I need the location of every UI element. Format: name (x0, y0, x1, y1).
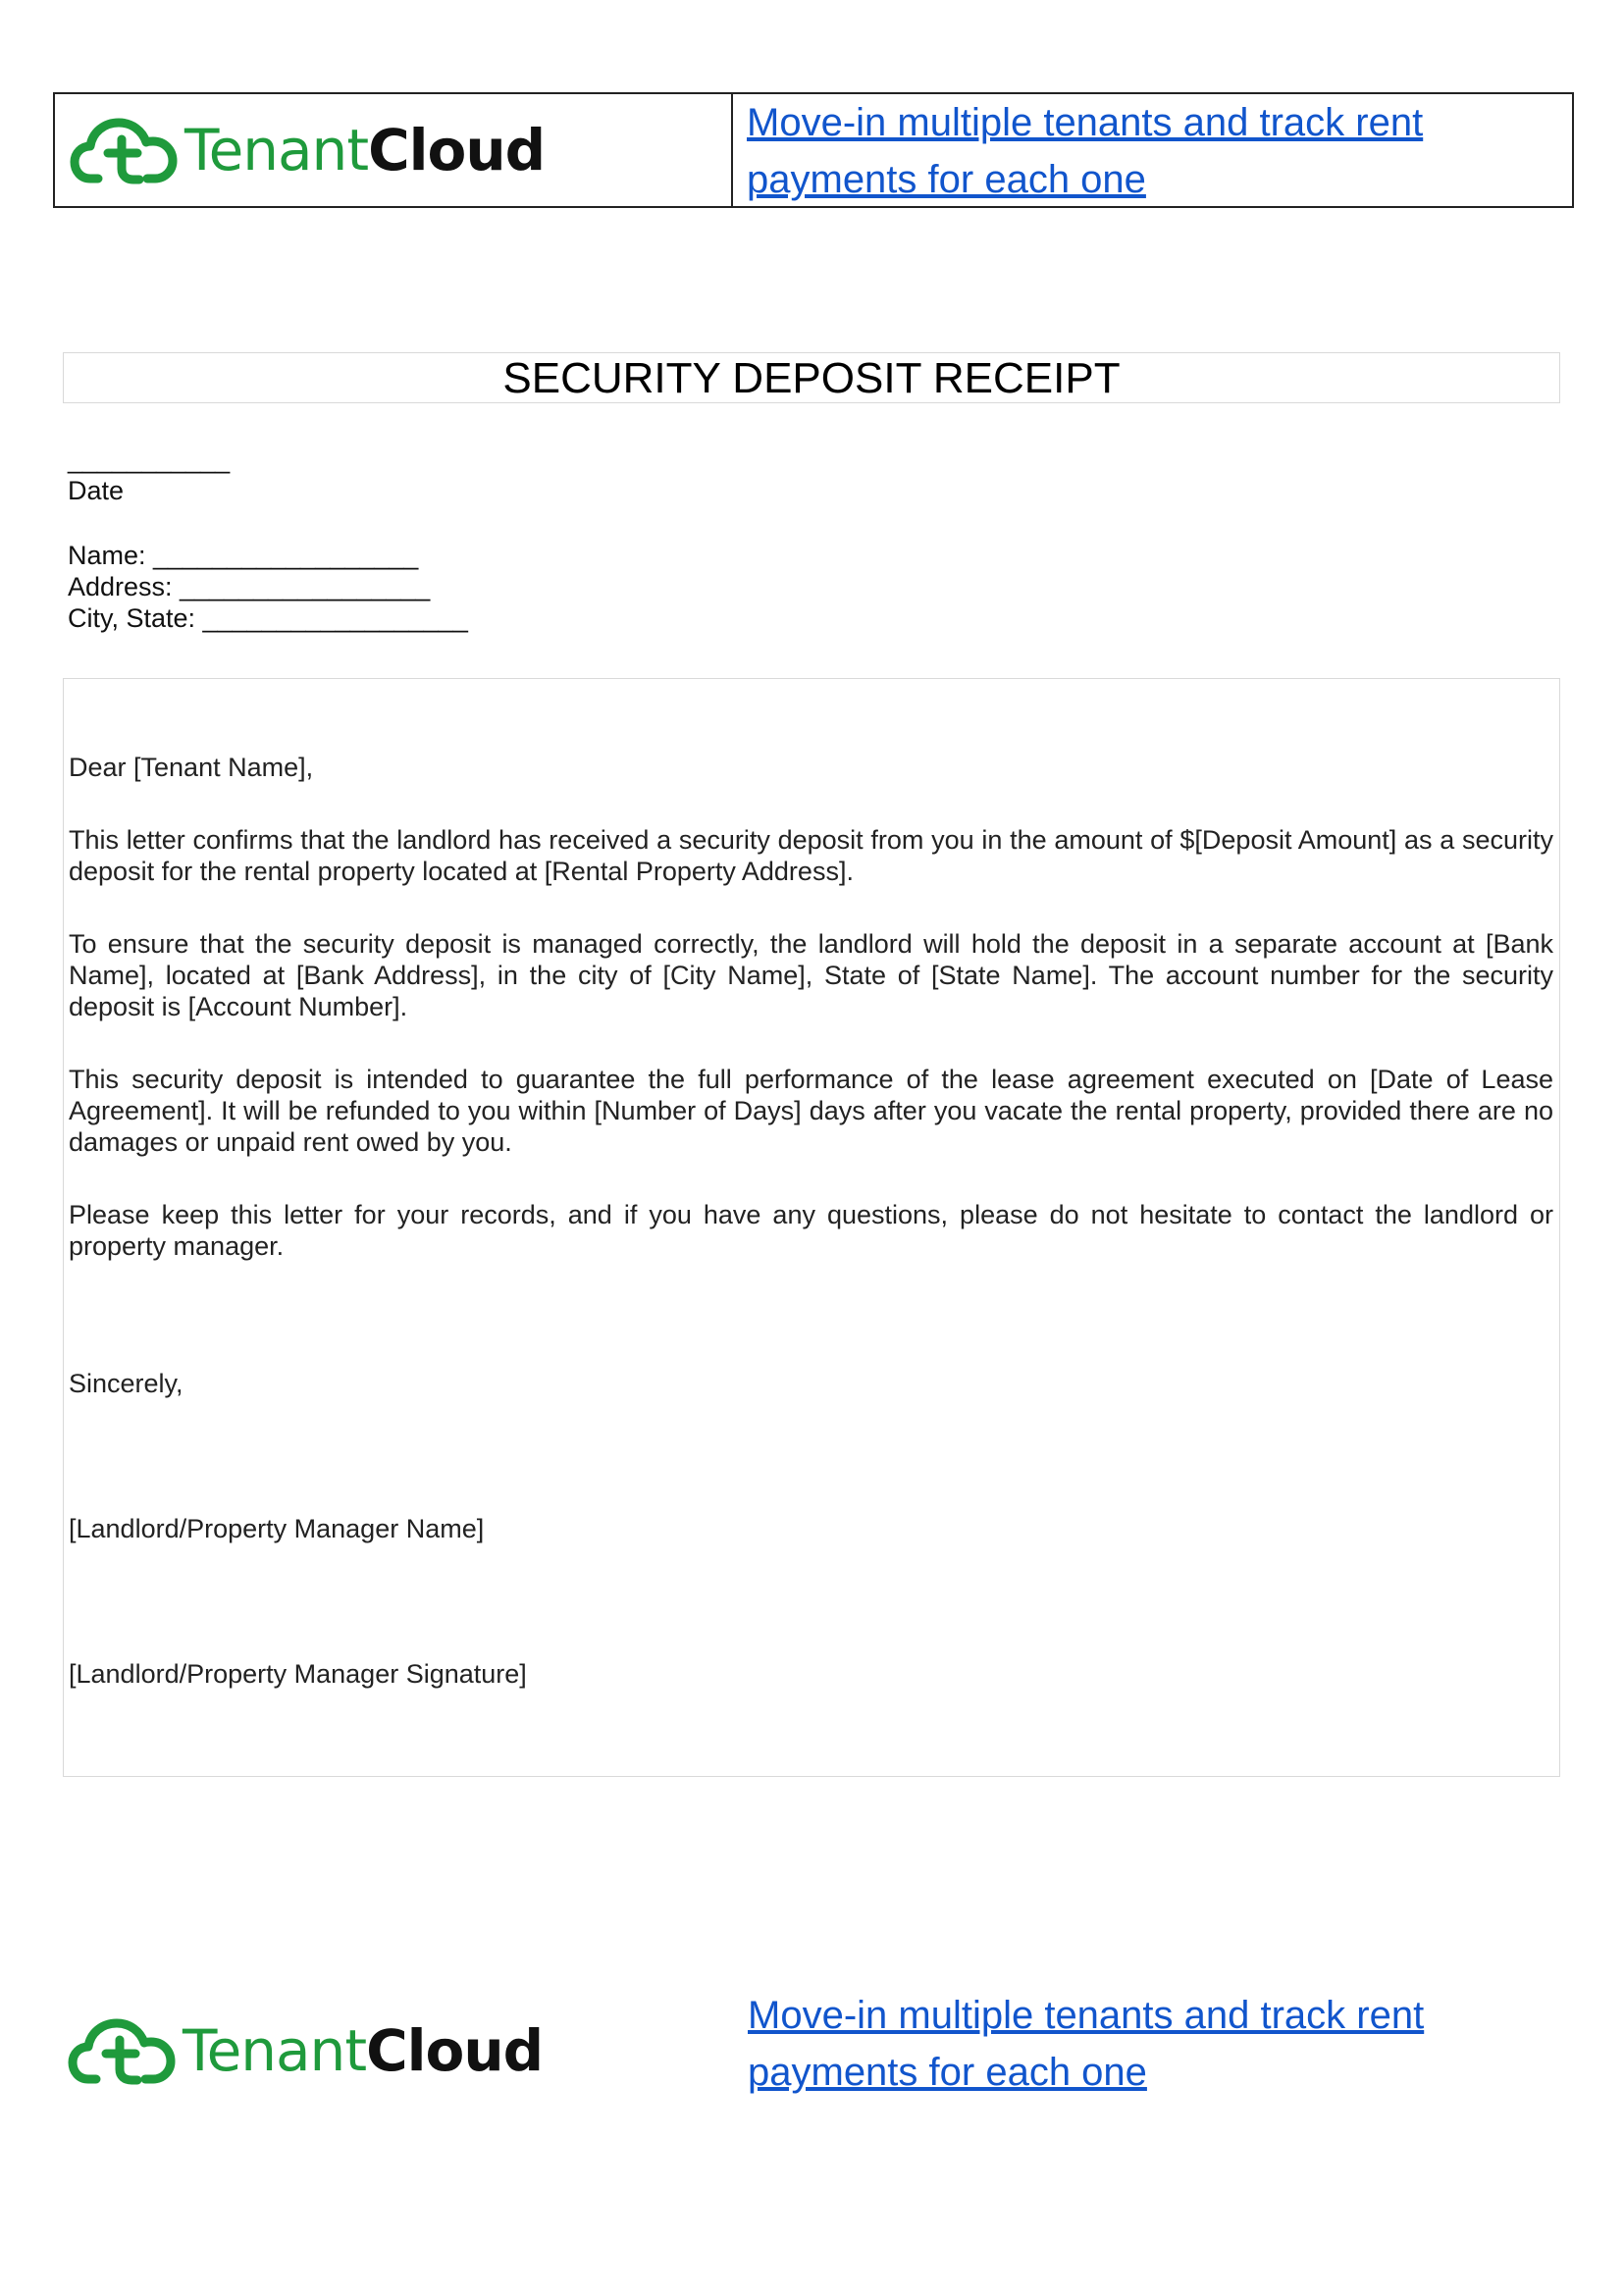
header-promo-line-1: Move-in multiple tenants and track rent (747, 101, 1424, 144)
closing: Sincerely, (69, 1369, 183, 1398)
date-label: Date (68, 476, 125, 505)
signer-name: [Landlord/Property Manager Name] (69, 1514, 485, 1543)
paragraph-deposit-received: This letter confirms that the landlord has received a security deposit from you in the amount of $[Deposit Amount] as a security deposit for the rental property located at [Rental Property Address]. (69, 825, 1553, 886)
header-table (53, 92, 1574, 208)
header-promo-link[interactable] (747, 94, 1558, 208)
logo-word-tenant: Tenant (184, 117, 369, 183)
logo-wordmark (183, 2017, 544, 2084)
header-link-cell (733, 94, 1572, 206)
document-title: SECURITY DEPOSIT RECEIPT (502, 354, 1121, 402)
header-promo-line-2: payments for each one (747, 158, 1146, 201)
footer-promo-link[interactable] (748, 1987, 1578, 2101)
logo-word-tenant: Tenant (183, 2017, 367, 2084)
name-field: Name: __________________ (68, 541, 419, 570)
title-box (63, 352, 1560, 403)
letter-body (63, 678, 1560, 1777)
footer (67, 1987, 1578, 2114)
logo-wordmark (184, 117, 546, 183)
city-state-field: City, State: __________________ (68, 603, 468, 633)
paragraph-refund-terms: This security deposit is intended to guarantee the full performance of the lease agreement executed on [Date of Lease Agreement]. It will be refunded to you within [Number of Days] days after you vacate the rental property, provided there are no damages or unpaid rent owed by you. (69, 1065, 1553, 1157)
date-blank: ___________ (68, 444, 231, 474)
address-field: Address: _________________ (68, 572, 431, 601)
footer-promo-line-2: payments for each one (748, 2051, 1147, 2094)
salutation: Dear [Tenant Name], (69, 753, 314, 782)
footer-promo-line-1: Move-in multiple tenants and track rent (748, 1994, 1425, 2037)
paragraph-keep-records: Please keep this letter for your records, and if you have any questions, please do not hesitate to contact the landlord or property manager. (69, 1200, 1553, 1261)
logo-word-cloud: Cloud (366, 2017, 544, 2084)
recipient-block (68, 443, 468, 634)
signer-signature: [Landlord/Property Manager Signature] (69, 1659, 527, 1689)
cloud-t-icon (69, 114, 179, 186)
cloud-t-icon (67, 2014, 177, 2087)
tenantcloud-logo-footer (67, 2014, 543, 2087)
tenantcloud-logo (69, 114, 545, 186)
header-logo-cell (55, 94, 733, 206)
footer-logo-cell (67, 1987, 748, 2114)
paragraph-bank-account: To ensure that the security deposit is managed correctly, the landlord will hold the deposit in a separate account at [Bank Name], located at [Bank Address], in the city of [City Name], State of [State Name]. The account number for the security deposit is [Account Number]. (69, 929, 1553, 1021)
footer-link-cell (748, 1987, 1578, 2114)
logo-word-cloud: Cloud (368, 117, 546, 183)
